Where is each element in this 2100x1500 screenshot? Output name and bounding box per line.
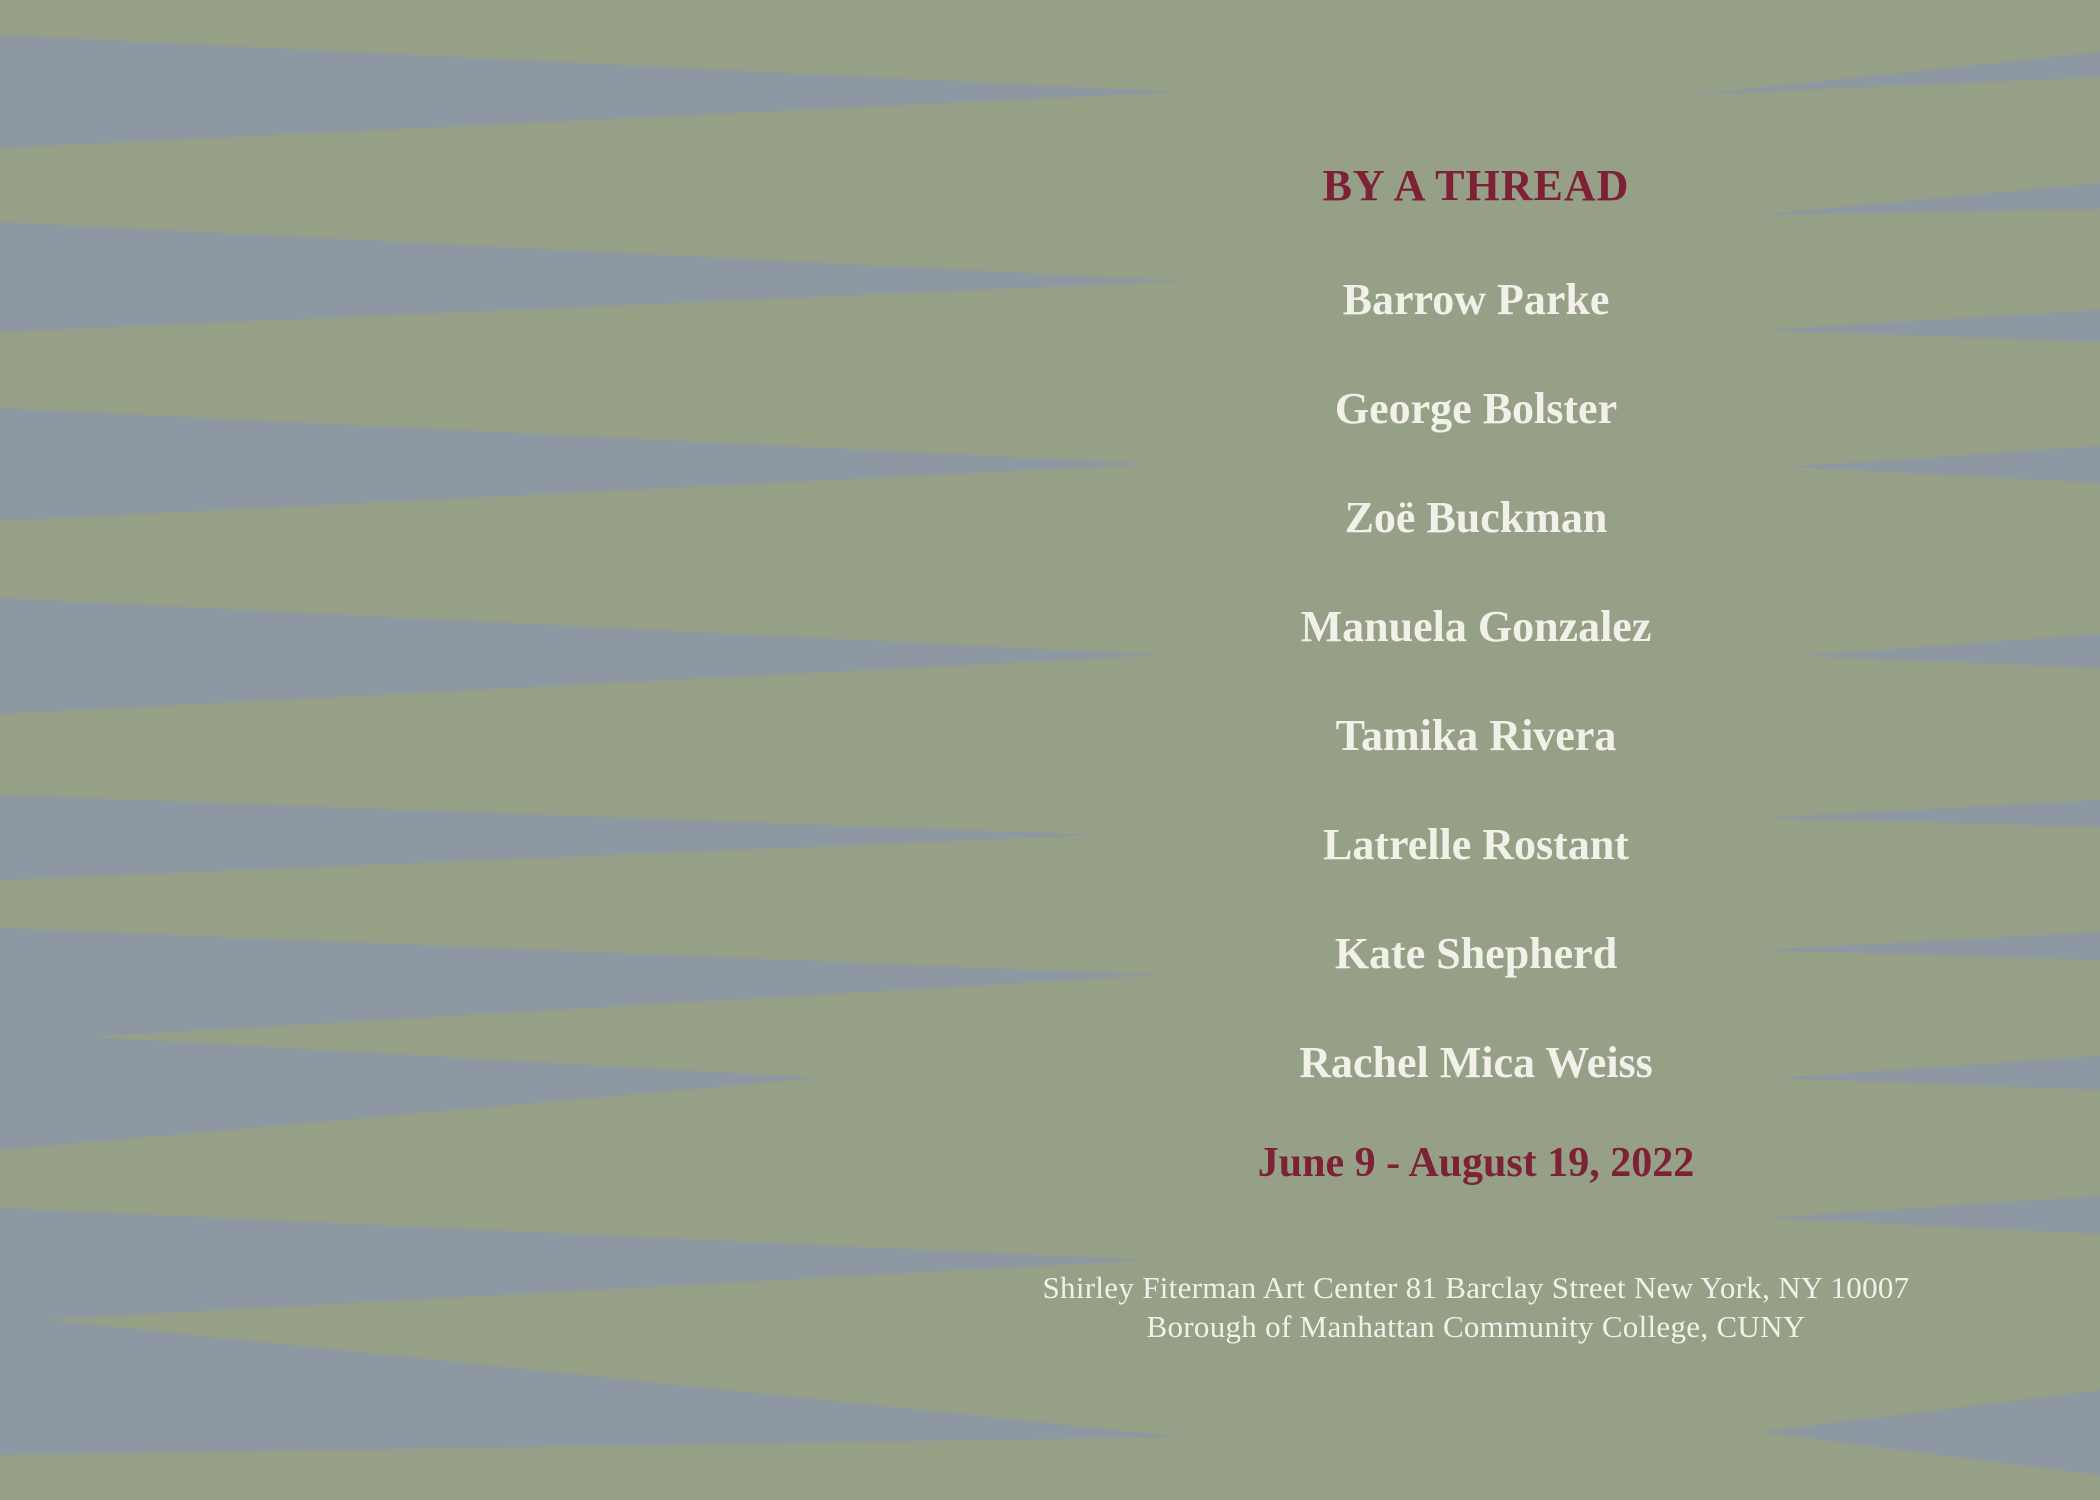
venue-address-line: Shirley Fiterman Art Center 81 Barclay Street New York, NY 10007 [1042, 1270, 1910, 1305]
thread-wedge-right-2 [1755, 183, 2100, 215]
thread-wedge-right-10 [1760, 1390, 2100, 1475]
thread-wedge-left-2 [0, 222, 1185, 332]
exhibition-dates: June 9 - August 19, 2022 [1257, 1140, 1695, 1186]
artist-name: Rachel Mica Weiss [1299, 1038, 1653, 1087]
venue-college-line: Borough of Manhattan Community College, CUNY [1146, 1309, 1806, 1344]
thread-wedge-left-1 [0, 35, 1180, 148]
thread-wedge-right-5 [1800, 634, 2100, 668]
artist-name: Tamika Rivera [1335, 711, 1617, 760]
artist-name: Kate Shepherd [1334, 929, 1618, 978]
thread-wedge-left-6 [0, 928, 1160, 1042]
artist-name: George Bolster [1334, 384, 1618, 433]
thread-wedge-left-8 [0, 1208, 1150, 1322]
thread-wedge-right-7 [1758, 932, 2100, 960]
thread-wedge-right-6 [1760, 800, 2100, 827]
artist-name: Latrelle Rostant [1323, 820, 1629, 869]
thread-wedge-left-9 [0, 1315, 1183, 1455]
thread-wedge-left-4 [0, 598, 1165, 714]
artist-name: Manuela Gonzalez [1300, 602, 1652, 651]
thread-wedge-right-8 [1775, 1056, 2100, 1090]
thread-wedge-right-9 [1765, 1196, 2100, 1234]
thread-wedge-right-1 [1690, 52, 2100, 95]
thread-wedge-right-4 [1790, 446, 2100, 483]
artist-name: Barrow Parke [1342, 275, 1610, 324]
artist-name: Zoë Buckman [1344, 493, 1608, 542]
thread-wedge-right-3 [1760, 310, 2100, 342]
thread-wedge-left-3 [0, 408, 1155, 521]
exhibition-title: BY A THREAD [1322, 161, 1630, 210]
thread-wedge-left-5 [0, 795, 1100, 880]
thread-wedge-left-7 [0, 1032, 820, 1150]
